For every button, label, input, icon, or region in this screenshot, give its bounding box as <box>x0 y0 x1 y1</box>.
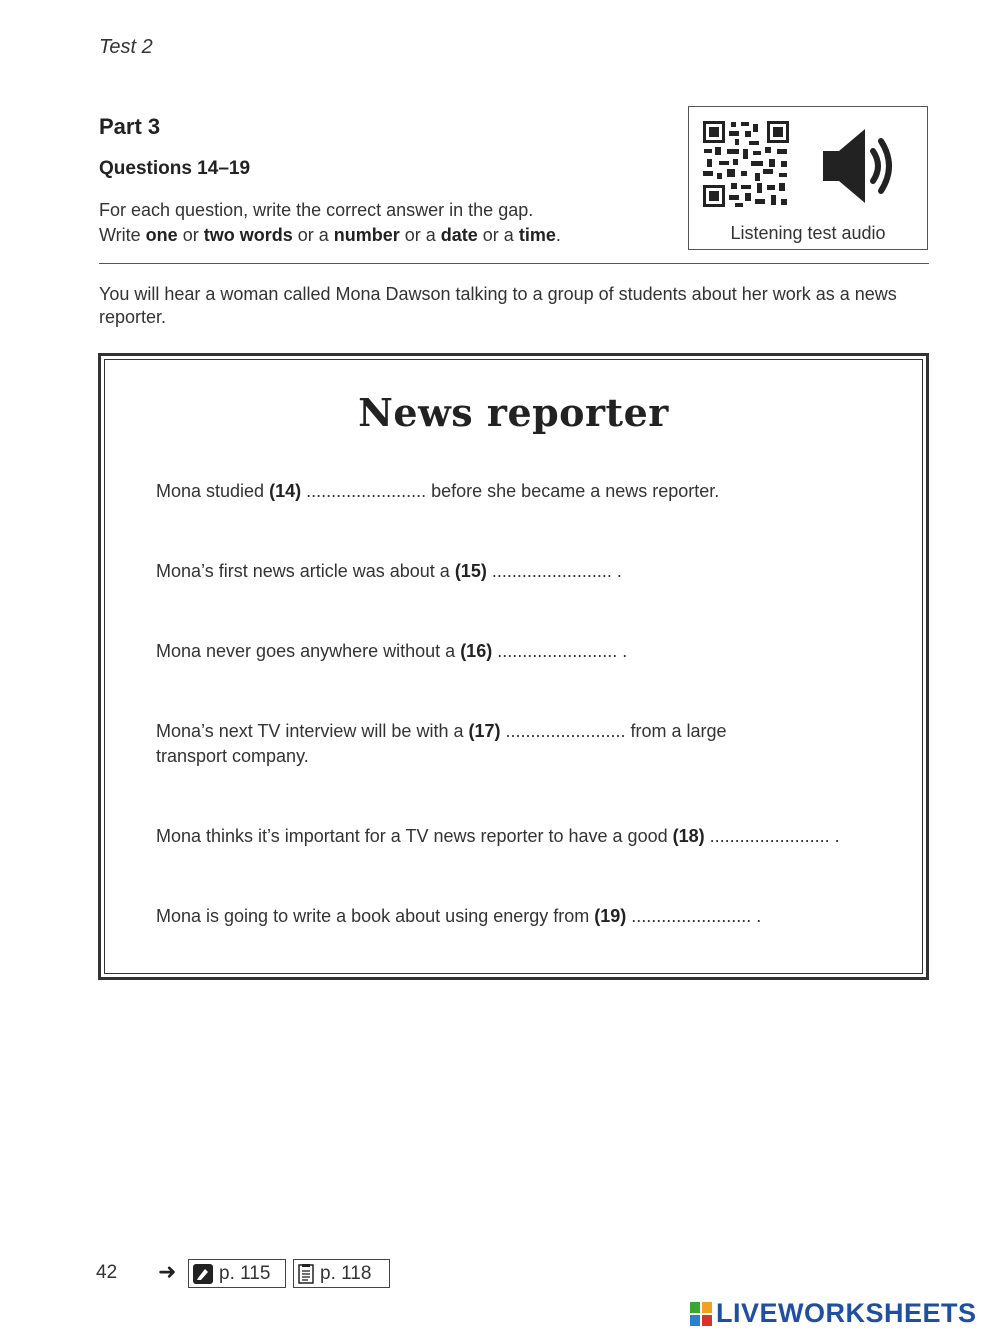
audio-label: Listening test audio <box>730 223 886 243</box>
instruction-text: or a <box>292 225 334 245</box>
questions-range: Questions 14–19 <box>99 158 251 179</box>
instruction-line-1: For each question, write the correct answer in the gap. <box>99 200 534 220</box>
answer-key-page: p. 115 <box>219 1262 271 1284</box>
question-text: Mona’s next TV interview will be with a <box>156 721 469 741</box>
instruction-text: . <box>555 225 561 245</box>
liveworksheets-wordmark: LIVEWORKSHEETS <box>716 1298 977 1328</box>
question-number: (15) <box>454 561 487 581</box>
instruction-bold: date <box>440 225 478 245</box>
instruction-text: or a <box>399 225 441 245</box>
question-19 <box>156 904 886 929</box>
transcript-icon <box>298 1264 314 1284</box>
question-text: Mona studied <box>156 481 270 501</box>
liveworksheets-brand[interactable] <box>690 1298 977 1329</box>
answer-gap[interactable]: ........................ . <box>626 906 762 926</box>
question-number: (16) <box>460 641 493 661</box>
question-17 <box>156 719 796 769</box>
answer-gap[interactable]: ........................ . <box>704 826 840 846</box>
answer-key-reference[interactable] <box>188 1259 286 1288</box>
answer-gap[interactable]: ........................ . <box>492 641 628 661</box>
question-15 <box>156 559 886 584</box>
box-title: News reporter <box>358 390 669 435</box>
liveworksheets-logo-icon <box>690 1302 712 1326</box>
instruction-bold: number <box>333 225 400 245</box>
question-text: Mona never goes anywhere without a <box>156 641 461 661</box>
transcript-reference[interactable] <box>293 1259 390 1288</box>
question-number: (17) <box>468 721 501 741</box>
audio-box[interactable] <box>688 106 928 250</box>
question-14 <box>156 479 886 504</box>
qr-code-icon[interactable] <box>701 119 791 209</box>
instruction-text: or <box>177 225 204 245</box>
answer-gap[interactable]: ........................ from a large transport company. <box>156 721 727 766</box>
question-16 <box>156 639 886 664</box>
instruction-text: Write <box>99 225 146 245</box>
question-number: (14) <box>269 481 302 501</box>
answer-key-icon <box>193 1264 213 1284</box>
question-number: (18) <box>672 826 705 846</box>
arrow-right-icon: ➜ <box>158 1259 177 1284</box>
question-number: (19) <box>594 906 627 926</box>
divider <box>99 263 929 264</box>
question-text: Mona’s first news article was about a <box>156 561 455 581</box>
question-18 <box>156 824 886 849</box>
intro-text: You will hear a woman called Mona Dawson talking to a group of students about her work as a news reporter. <box>99 284 897 327</box>
test-label: Test 2 <box>99 36 153 58</box>
question-text: Mona is going to write a book about using energy from <box>156 906 595 926</box>
instruction-text: or a <box>477 225 519 245</box>
speaker-icon[interactable] <box>819 125 901 207</box>
instruction-bold: one <box>145 225 178 245</box>
page-number: 42 <box>96 1262 118 1283</box>
answer-gap[interactable]: ........................ before she became a news reporter. <box>301 481 720 501</box>
instruction-bold: two words <box>203 225 293 245</box>
part-title: Part 3 <box>99 114 161 139</box>
transcript-page: p. 118 <box>320 1262 372 1284</box>
questions-frame-inner <box>104 359 923 974</box>
instruction-bold: time <box>518 225 556 245</box>
instruction-line-2 <box>99 225 561 246</box>
answer-gap[interactable]: ........................ . <box>486 561 622 581</box>
question-text: Mona thinks it’s important for a TV news reporter to have a good <box>156 826 673 846</box>
